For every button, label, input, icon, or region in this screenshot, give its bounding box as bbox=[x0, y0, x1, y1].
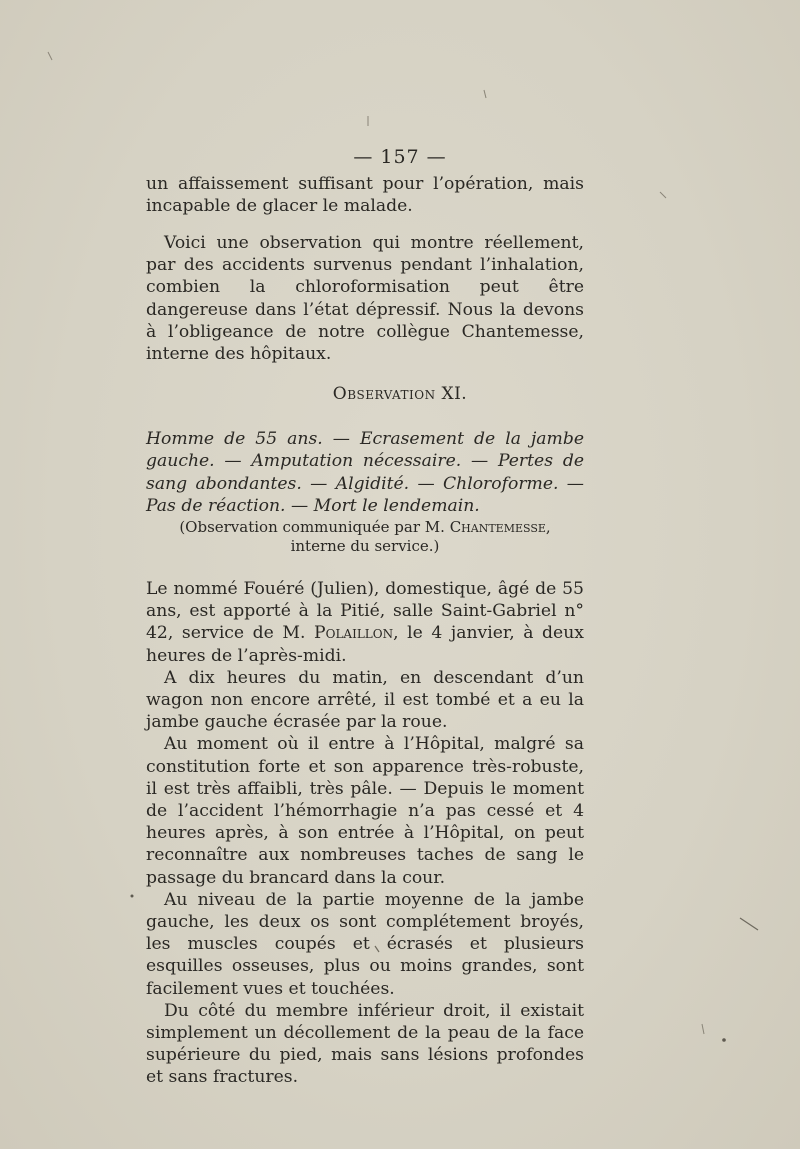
observation-title: Observation XI. bbox=[332, 384, 468, 404]
communication-note bbox=[146, 518, 584, 556]
communique-author: Chantemesse, bbox=[449, 518, 551, 536]
paragraph-1: un affaissement suffisant pour l’opération, mais incapable de glacer le malade. bbox=[146, 174, 584, 217]
case-p1-part1: Le nommé Fouéré (Julien), domestique, âgé de 55 ans, est apporté à la Pitié, salle Saint-Gabriel n° 42, service de M. bbox=[146, 579, 584, 644]
paragraph-2: Voici une observation qui montre réellement, par des accidents survenus pendant l’inhalation, combien la chloroformisation peut être dangereuse dans l’état dépressif. Nous la devons à l’obligeance de notre collègue Chantemesse, interne des hôpitaux. bbox=[146, 233, 584, 365]
case-paragraph-3: Au moment où il entre à l’Hôpital, malgré sa constitution forte et son apparence très-robuste, il est très affaibli, très pâle. — Depuis le moment de l’accident l’hémorrhagie n’a pas cessé et 4 heures après, à son entrée à l’Hôpital, on peut reconnaître aux nombreuses taches de sang le passage du brancard dans la cour. bbox=[146, 734, 584, 888]
case-p1-name: Polaillon bbox=[314, 623, 394, 644]
case-paragraph-4: Au niveau de la partie moyenne de la jambe gauche, les deux os sont complétement broyés, les muscles coupés et écrasés et plusieurs esquilles osseuses, plus ou moins grandes, sont facilement vues et touchées. bbox=[146, 889, 584, 999]
communique-prefix: (Observation communiquée par M. bbox=[179, 518, 445, 536]
summary-text: Homme de 55 ans. — Ecrasement de la jambe gauche. — Amputation nécessaire. — Pertes de sang abondantes. — Algidité. — Chloroforme. — Pas de réaction. — Mort le lendemain. bbox=[146, 429, 584, 517]
page-number: — 157 — bbox=[353, 146, 447, 168]
case-paragraph-1 bbox=[146, 578, 584, 667]
paragraph-continuation bbox=[146, 173, 584, 217]
observation-summary bbox=[146, 428, 584, 518]
paragraph-intro bbox=[146, 232, 584, 365]
case-paragraph-2: A dix heures du matin, en descendant d’un wagon non encore arrêté, il est tombé et a eu la jambe gauche écrasée par la roue. bbox=[146, 667, 584, 733]
case-p1-part2: , le 4 janvier, à deux heures de l’après-midi. bbox=[146, 623, 584, 666]
case-report bbox=[146, 578, 584, 1089]
communique-line2: interne du service.) bbox=[290, 537, 440, 555]
case-paragraph-5: Du côté du membre inférieur droit, il existait simplement un décollement de la peau de la face supérieure du pied, mais sans lésions profondes et sans fractures. bbox=[146, 1000, 584, 1088]
